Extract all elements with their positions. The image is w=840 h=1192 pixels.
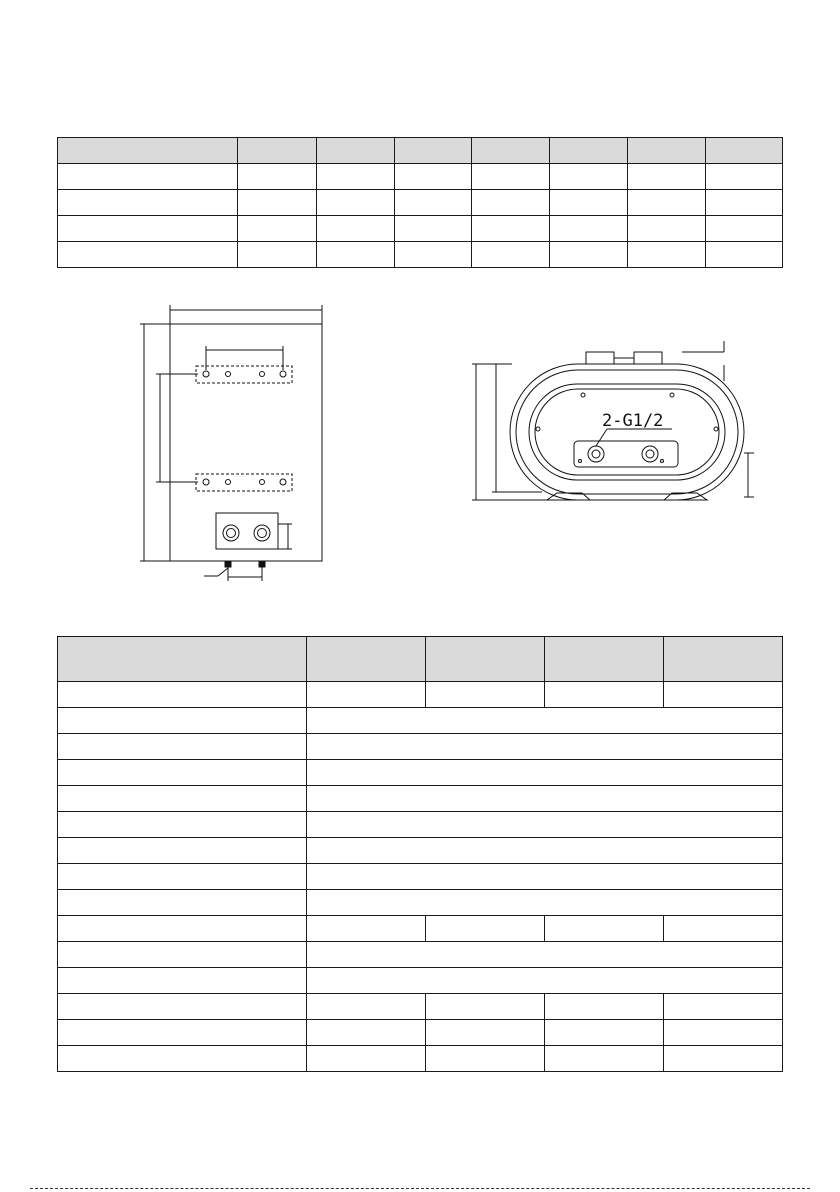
header-cell <box>664 637 783 682</box>
specification-table-header-row <box>58 637 783 682</box>
header-cell <box>317 138 395 164</box>
dimension-table <box>57 137 783 268</box>
table-row <box>58 216 783 242</box>
header-cell <box>58 637 307 682</box>
header-cell <box>58 138 238 164</box>
table-row <box>58 1046 783 1072</box>
table-row <box>58 890 783 916</box>
header-cell <box>426 637 545 682</box>
table-row <box>58 164 783 190</box>
header-cell <box>395 138 472 164</box>
table-row <box>58 708 783 734</box>
header-cell <box>545 637 664 682</box>
dimension-table-header-row <box>58 138 783 164</box>
table-row <box>58 1020 783 1046</box>
table-row <box>58 190 783 216</box>
side-view-drawing <box>462 333 762 508</box>
specification-table <box>57 636 783 1072</box>
table-row <box>58 942 783 968</box>
table-row <box>58 734 783 760</box>
header-cell <box>550 138 628 164</box>
table-row <box>58 242 783 268</box>
table-row <box>58 994 783 1020</box>
table-row <box>58 864 783 890</box>
front-view-drawing <box>128 300 333 585</box>
header-cell <box>472 138 550 164</box>
page-edge-line <box>30 1188 810 1189</box>
header-cell <box>628 138 706 164</box>
table-row <box>58 968 783 994</box>
table-row <box>58 682 783 708</box>
header-cell <box>238 138 317 164</box>
table-row <box>58 812 783 838</box>
table-row <box>58 838 783 864</box>
header-cell <box>307 637 426 682</box>
inlet-label: 2-G1/2 <box>602 411 664 431</box>
header-cell <box>706 138 783 164</box>
table-row <box>58 786 783 812</box>
table-row <box>58 760 783 786</box>
table-row <box>58 916 783 942</box>
